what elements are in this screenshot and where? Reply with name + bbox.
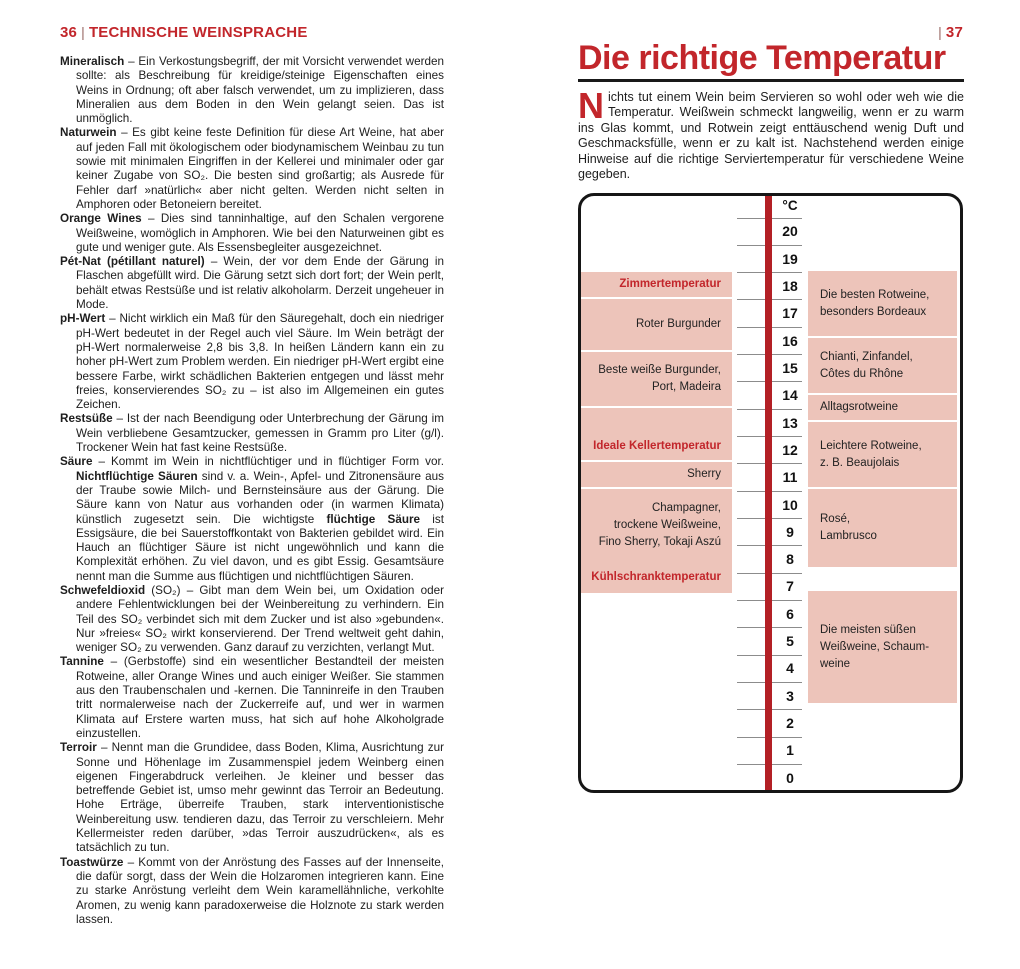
temp-box-left — [578, 272, 732, 297]
glossary-entry: Restsüße – Ist der nach Beendigung oder Unterbrechung der Gärung im Wein verbliebene Gesamtzucker, gemessen in Gramm pro Liter (g/l). Trockener Wein hat fast keine Restsüße. — [60, 412, 444, 455]
temp-box-label: Ideale Kellertemperatur — [593, 440, 721, 452]
wine-glossary — [60, 55, 444, 927]
glossary-entry: Säure – Kommt im Wein in nichtflüchtiger und in flüchtiger Form vor. Nichtflüchtige Säuren sind v. a. Wein-, Apfel- und Zitronensäure aus der Traube sowie Milch- und Bernsteinsäure aus der Gärung. Die Säure kann von Natur aus vorhanden oder (in warmen Klimata) künstlich zugesetzt sein. Die wichtigste flüchtige Säure ist Essigsäure, die bei Sauerstoffkontakt von Bakterien gebildet wird. Ein Hauch an flüchtiger Säure ist nicht ungewöhnlich und kann die Komplexität erhöhen. Zu viel davon, und es gibt Essig. Gesamtsäure nennt man die Summe aus flüchtigen und nichtflüchtigen Säuren. — [60, 455, 444, 583]
temp-box-label: Alltagsrotweine — [820, 401, 898, 413]
glossary-entry: Toastwürze – Kommt von der Anröstung des Fasses auf der Innenseite, die dafür sorgt, dass der Wein die Holzaromen integrieren kann. Eine zu starke Anröstung verleiht dem Wein karamellähnliche, verkohlte Aromen, zu wenig kann paradoxerweise die Holznote zu stark werden lassen. — [60, 855, 444, 926]
intro-text: ichts tut einem Wein beim Servieren so wohl oder weh wie die Temperatur. Weißwein schmeckt langweilig, wenn er zu warm ins Glas kommt, und Rotwein zeigt enttäuschend wenig Duft und Geschmacksfülle, wenn er zu kalt ist. Nachstehend werden einige Hinweise auf die richtige Serviertemperatur für verschiedene Weine gegeben. — [578, 90, 964, 182]
temp-scale-number: 4 — [786, 660, 794, 677]
temp-scale-number: 8 — [786, 551, 794, 568]
temp-box-label: Chianti, Zinfandel, Côtes du Rhône — [820, 350, 913, 380]
temp-box-label: Zimmertemperatur — [619, 278, 721, 290]
temp-scale-number: 17 — [782, 305, 798, 322]
temp-scale-number: 1 — [786, 742, 794, 759]
header-separator: | — [81, 24, 85, 40]
temp-scale-number: 0 — [786, 769, 794, 786]
title-underline — [578, 79, 964, 82]
glossary-entry: Schwefeldioxid (SO₂) – Gibt man dem Wein bei, um Oxidation oder andere Fehlentwicklungen bei der Weinbereitung zu verhindern. Ein Teil des SO₂ verbindet sich mit dem Zucker und ist also »gebunden«. Nur »freies« SO₂ wirkt konservierend. Der Trend weltweit geht dahin, weniger SO₂ zu verwenden. Ganz darauf zu verzichten, verlangt Mut. — [60, 583, 444, 655]
temp-scale-number: 3 — [786, 687, 794, 704]
glossary-entry: Terroir – Nennt man die Grundidee, dass Boden, Klima, Ausrichtung zur Sonne und Höhenlage im Zusammenspiel jedem Weinberg einen eigenen Fingerabdruck verleihen. Je kleiner und besser das betreffende Gebiet ist, umso mehr gewinnt das Terroir an Bedeutung. Hohe Erträge, überreife Trauben, stark interventionistische Weinbereitung usw. tendieren dazu, das Terroir zu verschleiern. Mehr Kellermeister reden darüber, »das Terroir auszudrücken«, als es tatsächlich zu tun. — [60, 741, 444, 855]
glossary-entry: Orange Wines – Dies sind tanninhaltige, auf den Schalen vergorene Weißweine, womöglich in Amphoren. Wie bei den Naturweinen gibt es gute und weniger gute. Als Essensbegleiter ausgezeichnet. — [60, 212, 444, 254]
temp-box-label: Sherry — [687, 468, 721, 480]
temp-box-right — [808, 591, 957, 703]
temp-box-label: Die meisten süßen Weißweine, Schaum- weine — [820, 623, 930, 670]
temp-box-left — [578, 299, 732, 350]
temp-scale-number: 7 — [786, 578, 794, 595]
temp-box-right — [808, 338, 957, 393]
temp-scale-number: 18 — [782, 277, 798, 294]
temp-box-right — [808, 489, 957, 567]
temperature-diagram — [578, 193, 963, 793]
temp-scale-number: 12 — [782, 441, 798, 458]
temp-scale-number: 2 — [786, 715, 794, 732]
temp-scale-number: 15 — [782, 359, 798, 376]
glossary-entry: Naturwein – Es gibt keine feste Definition für diese Art Weine, hat aber auf jeden Fall mit ökologischem oder biodynamischem Weinbau zu tun sowie mit minimalen Eingriffen in der Kellerei und minimaler oder gar keiner Zugabe von SO₂. Die besten sind großartig; als Ausrede für Fehler darf »natürlich« aber nicht gelten. Werden nicht selten in Amphoren oder Betoneiern bereitet. — [60, 126, 444, 211]
temp-scale-number: 20 — [782, 223, 798, 240]
temp-box-right — [808, 422, 957, 487]
temp-scale-number: 13 — [782, 414, 798, 431]
temp-box-label: Die besten Rotweine, besonders Bordeaux — [820, 288, 930, 318]
temp-scale-number: 19 — [782, 250, 798, 267]
temp-scale-number: 5 — [786, 633, 794, 650]
temp-box-label: Leichtere Rotweine, z. B. Beaujolais — [820, 439, 922, 469]
left-page-header — [60, 24, 308, 41]
left-page-number: 36 — [60, 24, 78, 41]
temp-box-label: Champagner, trockene Weißweine, Fino Sherry, Tokaji Aszú — [598, 502, 721, 548]
temp-scale-number: 6 — [786, 605, 794, 622]
temp-scale-number: 16 — [782, 332, 798, 349]
right-page-number: 37 — [945, 24, 963, 41]
temp-scale-number: 9 — [786, 523, 794, 540]
celsius-unit-label: °C — [782, 198, 798, 213]
temp-box-right — [808, 395, 957, 420]
temp-box-label: Roter Burgunder — [635, 318, 721, 330]
drop-cap: N — [578, 85, 604, 126]
temp-box-left — [578, 489, 732, 593]
temp-box-label: Beste weiße Burgunder, Port, Madeira — [598, 364, 721, 393]
glossary-entry: Pét-Nat (pétillant naturel) – Wein, der vor dem Ende der Gärung in Flaschen abgefüllt wird. Die Gärung setzt sich dort fort; der Wein perlt, behält etwas Restsüße und ist relativ alkoholarm. Derzeit ungeheuer in Mode. — [60, 255, 444, 312]
temp-scale-number: 10 — [782, 496, 798, 513]
thermometer-line — [765, 193, 772, 793]
temp-box-left — [578, 352, 732, 406]
temp-scale-number: 14 — [782, 387, 798, 404]
temp-box-label: Rosé, Lambrusco — [820, 513, 877, 542]
header-separator: | — [938, 24, 942, 40]
glossary-entry: Mineralisch – Ein Verkostungsbegriff, der mit Vorsicht verwendet werden sollte: als Beschreibung für kreidige/steinige Eigenschaften eines Weins in Ordnung; oft aber falsch verwendet, um zu implizieren, dass Mineralien aus dem Boden in den Wein gelangt seien. Das ist unmöglich. — [60, 55, 444, 126]
temp-box-right — [808, 271, 957, 336]
left-page-header-title: TECHNISCHE WEINSPRACHE — [88, 24, 308, 41]
glossary-entry: Tannine – (Gerbstoffe) sind ein wesentlicher Bestandteil der meisten Rotweine, aller Orange Wines und auch einiger Weißer. Sie stammen aus den Traubenschalen und -kernen. Die Tanninreife in den Trauben tritt normalerweise nach der Zuckerreife auf, und wer in warmen Klimata auf Erstere warten muss, hat sich auf hohe Alkoholgrade einzustellen. — [60, 655, 444, 740]
glossary-entry: pH-Wert – Nicht wirklich ein Maß für den Säuregehalt, doch ein niedriger pH-Wert bedeutet in der Regel auch viel Säure. Im Wein beträgt der pH-Wert normalerweise 2,8 bis 3,8. In heißen Ländern kann ein zu hoher pH-Wert zum Problem werden. Ein niedriger pH-Wert ergibt eine bessere Farbe, wirkt schädlichen Bakterien entgegen und lässt mehr freies, konservierendes SO₂ zu – ist also im Allgemeinen ein gutes Zeichen. — [60, 312, 444, 412]
temp-box-left — [578, 462, 732, 487]
page-title: Die richtige Temperatur — [578, 39, 946, 77]
temp-scale-number: 11 — [782, 469, 798, 486]
temp-box-secondary-label: Kühlschranktemperatur — [591, 571, 721, 583]
intro-paragraph — [578, 85, 964, 182]
temp-box-left — [578, 408, 732, 460]
